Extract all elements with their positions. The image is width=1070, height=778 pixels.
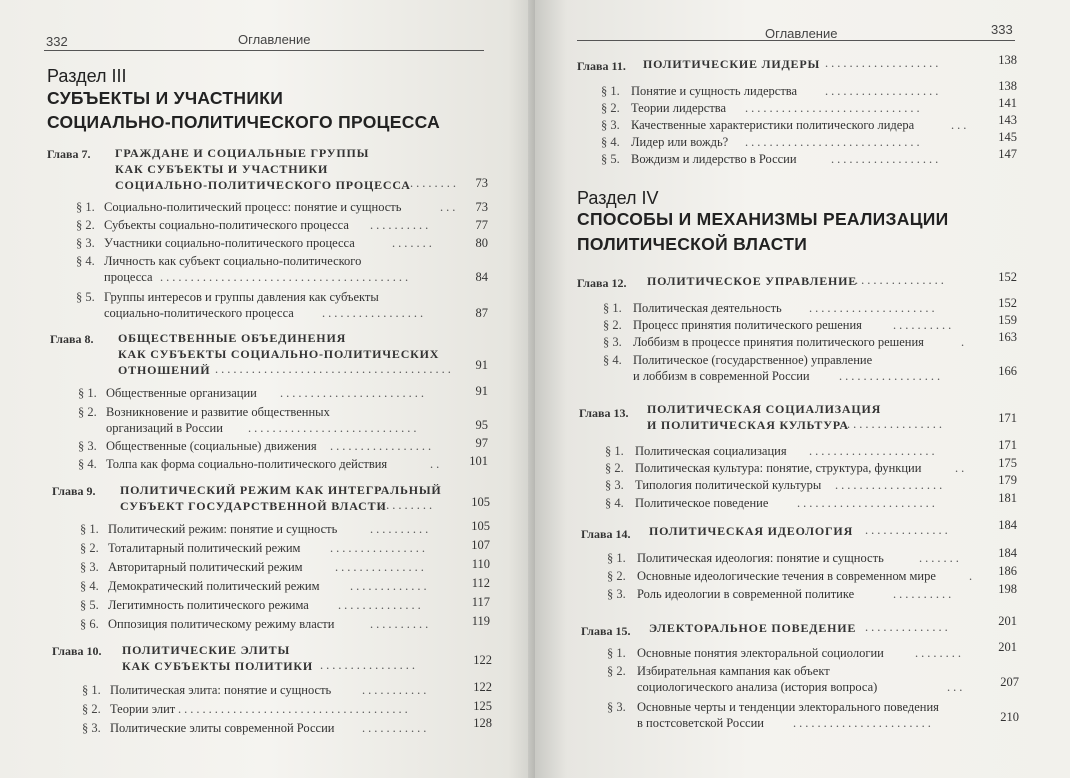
leader-dots: ........ [915,646,964,660]
leader-dots: ................... [825,56,942,70]
leader-dots: .. [430,457,443,471]
page-ref: 159 [998,313,1017,327]
chapter-title: ПОЛИТИЧЕСКОЕ УПРАВЛЕНИЕ [647,274,858,288]
page-ref: 112 [471,576,490,590]
toc-entry-cont: в постсоветской России [637,716,764,730]
para-number: § 3. [605,478,624,492]
toc-entry: Личность как субъект социально-политического [104,254,362,268]
para-number: § 4. [78,457,97,471]
leader-dots: .............. [865,620,951,634]
page-ref: 101 [469,454,488,468]
para-number: § 1. [603,301,622,315]
leader-dots: .......... [370,218,432,232]
para-number: § 2. [601,101,620,115]
para-number: § 3. [82,721,101,735]
toc-entry: Политические элиты современной России [110,721,335,735]
page-ref: 152 [998,270,1017,284]
page-number: 332 [46,34,68,49]
para-number: § 5. [601,152,620,166]
section-label: Раздел IV [577,188,659,208]
page-ref: 179 [998,473,1017,487]
para-number: § 4. [603,353,622,367]
leader-dots: ................. [322,306,427,320]
page-ref: 73 [475,176,488,190]
para-number: § 1. [80,522,99,536]
chapter-title: ПОЛИТИЧЕСКИЙ РЕЖИМ КАК ИНТЕГРАЛЬНЫЙ [120,483,442,497]
para-number: § 2. [603,318,622,332]
leader-dots: ............................. [745,135,923,149]
page-ref: 141 [998,96,1017,110]
toc-entry: Теории лидерства [631,101,727,115]
section-label: Раздел III [47,66,127,86]
toc-entry: Политический режим: понятие и сущность [108,522,338,536]
toc-entry: Общественные организации [106,386,257,400]
chapter-label: Глава 8. [50,332,94,346]
page-ref: 77 [475,218,488,232]
header-rule [44,50,484,51]
chapter-title: ГРАЖДАНЕ И СОЦИАЛЬНЫЕ ГРУППЫ [115,146,370,160]
leader-dots: ... [951,118,970,132]
page-ref: 184 [998,546,1017,560]
toc-entry: Избирательная кампания как объект [637,664,830,678]
leader-dots: ................. [839,369,944,383]
toc-entry: Толпа как форма социально-политического действия [106,457,388,471]
toc-entry: Легитимность политического режима [108,598,309,612]
running-head: Оглавление [765,26,838,41]
chapter-label: Глава 15. [581,624,631,638]
page-ref: 138 [998,53,1017,67]
para-number: § 4. [80,579,99,593]
leader-dots: ..................... [809,444,938,458]
page-ref: 198 [998,582,1017,596]
leader-dots: ........... [362,721,430,735]
toc-entry: Политическая идеология: понятие и сущность [637,551,884,565]
section-title-line2: СОЦИАЛЬНО-ПОЛИТИЧЕСКОГО ПРОЦЕССА [47,112,441,132]
toc-entry: Процесс принятия политического решения [633,318,862,332]
page-ref: 171 [998,438,1017,452]
leader-dots: ....... [919,551,962,565]
toc-entry: Основные черты и тенденции электорального поведения [637,700,939,714]
para-number: § 3. [76,236,95,250]
leader-dots: .......... [370,617,432,631]
para-number: § 3. [78,439,97,453]
chapter-label: Глава 12. [577,276,627,290]
section-title-line2: ПОЛИТИЧЕСКОЙ ВЛАСТИ [577,234,808,254]
page-ref: 95 [475,418,488,432]
leader-dots: .......... [893,587,955,601]
para-number: § 2. [607,569,626,583]
toc-entry-cont: организаций в России [106,421,223,435]
header-rule [577,40,1015,41]
page-ref: 80 [475,236,488,250]
para-number: § 1. [607,646,626,660]
para-number: § 2. [607,664,626,678]
page-ref: 186 [998,564,1017,578]
chapter-title: ЭЛЕКТОРАЛЬНОЕ ПОВЕДЕНИЕ [649,621,857,635]
para-number: § 6. [80,617,99,631]
para-number: § 1. [601,84,620,98]
para-number: § 1. [605,444,624,458]
toc-entry: Роль идеологии в современной политике [637,587,855,601]
page-ref: 117 [471,595,490,609]
page-ref: 184 [998,518,1017,532]
page-ref: 145 [998,130,1017,144]
chapter-title: КАК СУБЪЕКТЫ СОЦИАЛЬНО-ПОЛИТИЧЕСКИХ [118,347,440,361]
chapter-title: КАК СУБЪЕКТЫ И УЧАСТНИКИ [115,162,329,176]
running-head: Оглавление [238,32,311,47]
leader-dots: ............. [350,579,430,593]
leader-dots: ............... [335,560,427,574]
para-number: § 5. [76,290,95,304]
para-number: § 3. [607,700,626,714]
page-ref: 107 [471,538,490,552]
leader-dots: ....................................... [215,362,454,376]
page-ref: 122 [473,653,492,667]
chapter-title: И ПОЛИТИЧЕСКАЯ КУЛЬТУРА [647,418,849,432]
leader-dots: ............................. [745,101,923,115]
chapter-title: КАК СУБЪЕКТЫ ПОЛИТИКИ [122,659,314,673]
chapter-title: ПОЛИТИЧЕСКАЯ ИДЕОЛОГИЯ [649,524,854,538]
toc-entry: Политическая деятельность [633,301,782,315]
toc-entry: Группы интересов и группы давления как субъекты [104,290,379,304]
page-ref: 166 [998,364,1017,378]
chapter-label: Глава 13. [579,406,629,420]
section-title-line1: СУБЪЕКТЫ И УЧАСТНИКИ [47,88,284,108]
page-ref: 105 [471,519,490,533]
toc-entry-cont: социально-политического процесса [104,306,294,320]
chapter-label: Глава 10. [52,644,102,658]
toc-entry: Политическая элита: понятие и сущность [110,683,332,697]
chapter-title: ПОЛИТИЧЕСКИЕ ЛИДЕРЫ [643,57,821,71]
page-ref: 91 [475,358,488,372]
leader-dots: .............. [865,523,951,537]
page-ref: 207 [1000,675,1019,689]
leader-dots: .................. [831,152,942,166]
toc-entry: Участники социально-политического процесса [104,236,355,250]
leader-dots: ....... [392,236,435,250]
page-ref: 91 [475,384,488,398]
leader-dots: .......... [370,522,432,536]
leader-dots: ......... [380,498,436,512]
para-number: § 2. [80,541,99,555]
page-ref: 128 [473,716,492,730]
para-number: § 1. [607,551,626,565]
toc-entry: Политическое поведение [635,496,769,510]
leader-dots: ...................................... [178,702,411,716]
leader-dots: ................. [330,439,435,453]
page-ref: 201 [998,640,1017,654]
chapter-title: СУБЪЕКТ ГОСУДАРСТВЕННОЙ ВЛАСТИ [120,499,387,513]
toc-entry: Основные идеологические течения в современном мире [637,569,936,583]
leader-dots: .. [955,461,968,475]
para-number: § 3. [603,335,622,349]
page-ref: 105 [471,495,490,509]
para-number: § 4. [601,135,620,149]
toc-entry-cont: социологического анализа (история вопроса) [637,680,878,694]
page-ref: 152 [998,296,1017,310]
toc-entry: Политическая социализация [635,444,787,458]
leader-dots: ................ [847,417,945,431]
page-ref: 181 [998,491,1017,505]
toc-entry: Общественные (социальные) движения [106,439,317,453]
chapter-label: Глава 9. [52,484,96,498]
leader-dots: ......................................... [160,270,412,284]
page-ref: 163 [998,330,1017,344]
page-ref: 175 [998,456,1017,470]
chapter-label: Глава 7. [47,147,91,161]
para-number: § 1. [82,683,101,697]
leader-dots: ....................... [797,496,938,510]
chapter-title: ПОЛИТИЧЕСКИЕ ЭЛИТЫ [122,643,291,657]
toc-entry: Лидер или вождь? [631,135,729,149]
leader-dots: ................ [330,541,428,555]
leader-dots: ........... [362,683,430,697]
toc-entry: Основные понятия электоральной социологии [637,646,884,660]
toc-entry-cont: и лоббизм в современной России [633,369,810,383]
leader-dots: ..................... [809,301,938,315]
page-ref: 87 [475,306,488,320]
para-number: § 2. [605,461,624,475]
leader-dots: . [961,335,968,349]
para-number: § 1. [76,200,95,214]
para-number: § 2. [76,218,95,232]
chapter-label: Глава 14. [581,527,631,541]
page-ref: 171 [998,411,1017,425]
chapter-title: ОТНОШЕНИЙ [118,363,211,377]
leader-dots: ........ [410,176,459,190]
leader-dots: ....................... [793,716,934,730]
para-number: § 3. [607,587,626,601]
page-ref: 84 [475,270,488,284]
page-ref: 119 [471,614,490,628]
toc-entry: Качественные характеристики политического лидера [631,118,915,132]
para-number: § 1. [78,386,97,400]
toc-entry: Политическое (государственное) управление [633,353,873,367]
leader-dots: .................. [835,478,946,492]
para-number: § 3. [80,560,99,574]
page-ref: 125 [473,699,492,713]
toc-entry: Типология политической культуры [635,478,822,492]
leader-dots: ............... [855,273,947,287]
toc-entry: Субъекты социально-политического процесса [104,218,349,232]
para-number: § 4. [76,254,95,268]
toc-entry: Политическая культура: понятие, структура, функции [635,461,922,475]
page-number: 333 [991,22,1013,37]
para-number: § 5. [80,598,99,612]
page-ref: 122 [473,680,492,694]
leader-dots: .............. [338,598,424,612]
toc-entry: Демократический политический режим [108,579,320,593]
leader-dots: ................ [320,658,418,672]
para-number: § 4. [605,496,624,510]
chapter-label: Глава 11. [577,59,626,73]
toc-entry-cont: процесса [104,270,153,284]
page-ref: 110 [471,557,490,571]
right-page [535,0,1070,778]
toc-entry: Тоталитарный политический режим [108,541,301,555]
page-ref: 138 [998,79,1017,93]
para-number: § 2. [82,702,101,716]
leader-dots: ............................ [248,421,420,435]
chapter-title: СОЦИАЛЬНО-ПОЛИТИЧЕСКОГО ПРОЦЕССА [115,178,411,192]
toc-entry: Вождизм и лидерство в России [631,152,797,166]
leader-dots: .......... [893,318,955,332]
leader-dots: ................... [825,84,942,98]
toc-entry: Оппозиция политическому режиму власти [108,617,335,631]
toc-entry: Социально-политический процесс: понятие и сущность [104,200,402,214]
leader-dots: . [969,569,976,583]
chapter-title: ОБЩЕСТВЕННЫЕ ОБЪЕДИНЕНИЯ [118,331,347,345]
toc-entry: Лоббизм в процессе принятия политического решения [633,335,924,349]
chapter-title: ПОЛИТИЧЕСКАЯ СОЦИАЛИЗАЦИЯ [647,402,882,416]
para-number: § 2. [78,405,97,419]
page-ref: 201 [998,614,1017,628]
page-ref: 143 [998,113,1017,127]
leader-dots: ... [440,200,459,214]
leader-dots: ........................ [280,386,427,400]
page-ref: 97 [475,436,488,450]
para-number: § 3. [601,118,620,132]
toc-entry: Понятие и сущность лидерства [631,84,798,98]
toc-entry: Возникновение и развитие общественных [106,405,330,419]
page-ref: 210 [1000,710,1019,724]
page-ref: 147 [998,147,1017,161]
toc-entry: Авторитарный политический режим [108,560,303,574]
toc-entry: Теории элит [110,702,176,716]
page-ref: 73 [475,200,488,214]
leader-dots: ... [947,680,966,694]
section-title-line1: СПОСОБЫ И МЕХАНИЗМЫ РЕАЛИЗАЦИИ [577,209,949,229]
